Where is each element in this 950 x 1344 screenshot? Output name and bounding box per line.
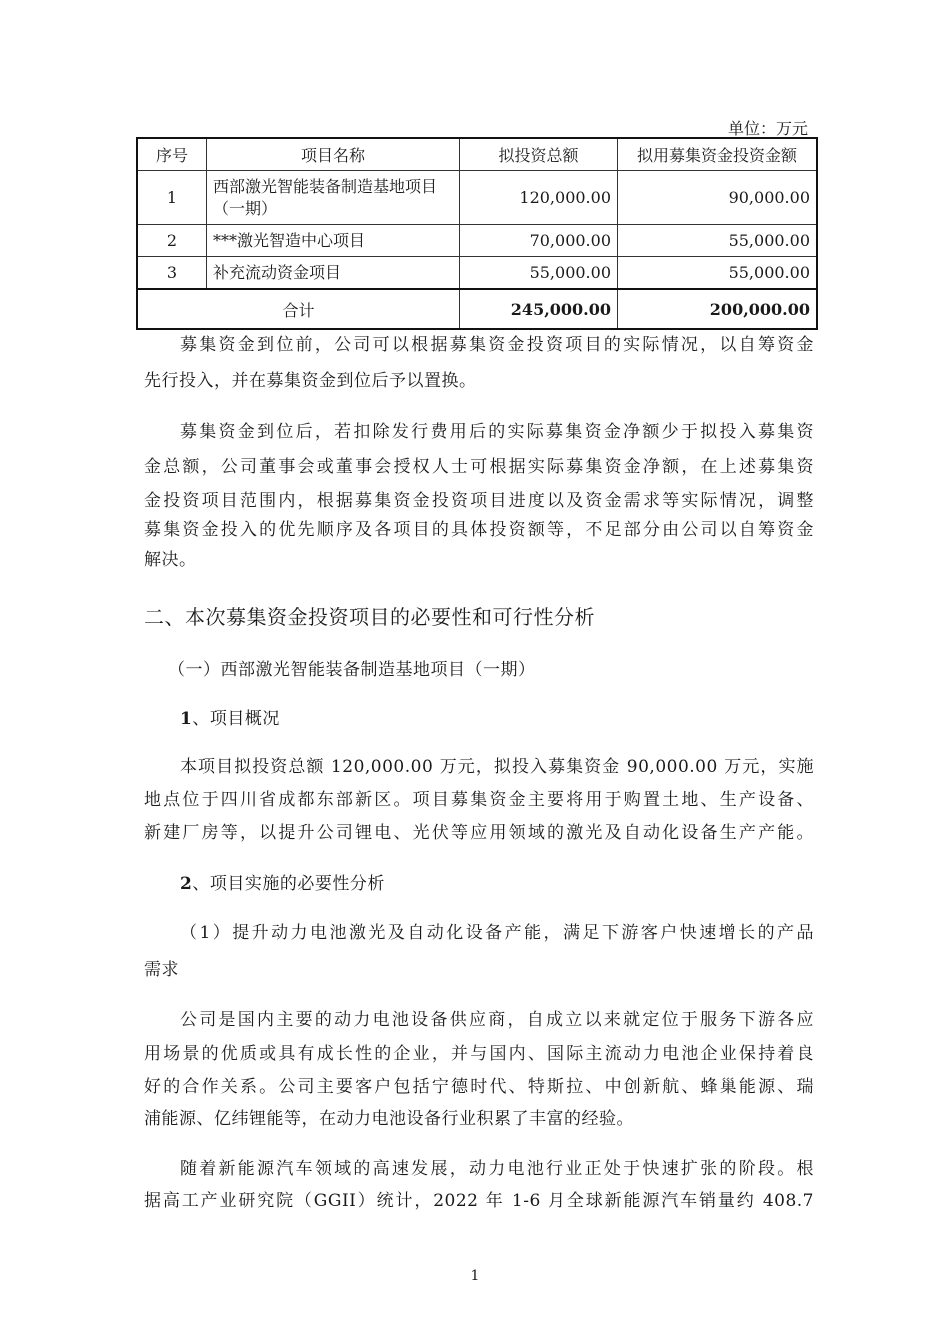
section-heading: 二、本次募集资金投资项目的必要性和可行性分析 (144, 605, 595, 629)
text-line: 先行投入，并在募集资金到位后予以置换。 (144, 371, 477, 391)
header-raised: 拟用募集资金投资金额 (618, 138, 818, 171)
text-line: 募集资金到位前，公司可以根据募集资金投资项目的实际情况，以自筹资金 (180, 335, 814, 355)
text-line: 需求 (144, 960, 179, 980)
investment-table (136, 137, 818, 330)
text-line: 地点位于四川省成都东部新区。项目募集资金主要将用于购置土地、生产设备、 (144, 790, 814, 810)
text-line: 公司是国内主要的动力电池设备供应商，自成立以来就定位于服务下游各应 (180, 1010, 814, 1030)
table-header-row (137, 138, 817, 171)
text-line: 金总额，公司董事会或董事会授权人士可根据实际募集资金净额，在上述募集资 (144, 457, 814, 477)
cell-total: 120,000.00 (460, 171, 618, 225)
text-line: 募集资金到位后，若扣除发行费用后的实际募集资金净额少于拟投入募集资 (180, 422, 814, 442)
cell-name (207, 171, 460, 225)
cell-total: 55,000.00 (460, 257, 618, 290)
item-number: 1 (180, 709, 193, 729)
cell-raised: 55,000.00 (618, 225, 818, 257)
total-label: 合计 (137, 289, 460, 329)
text-line: 本项目拟投资总额 120,000.00 万元，拟投入募集资金 90,000.00 万元，实施 (180, 757, 814, 777)
text-line: 金投资项目范围内，根据募集资金投资项目进度以及资金需求等实际情况，调整 (144, 491, 814, 511)
text-line: 募集资金投入的优先顺序及各项目的具体投资额等，不足部分由公司以自筹资金 (144, 520, 814, 540)
cell-total: 70,000.00 (460, 225, 618, 257)
cell-no: 2 (137, 225, 207, 257)
item-title: 、项目概况 (192, 709, 280, 729)
text-line: 用场景的优质或具有成长性的企业，并与国内、国际主流动力电池企业保持着良 (144, 1044, 814, 1064)
cell-name: ***激光智造中心项目 (207, 225, 460, 257)
text-line: 据高工产业研究院（GGII）统计，2022 年 1-6 月全球新能源汽车销量约 408.7 (144, 1191, 814, 1211)
table-total-row (137, 289, 817, 329)
total-amount: 245,000.00 (460, 289, 618, 329)
cell-name: 补充流动资金项目 (207, 257, 460, 290)
cell-no: 3 (137, 257, 207, 290)
text-line: 随着新能源汽车领域的高速发展，动力电池行业正处于快速扩张的阶段。根 (180, 1159, 814, 1179)
cell-name-line: （一期） (213, 198, 278, 218)
cell-raised: 55,000.00 (618, 257, 818, 290)
cell-no: 1 (137, 171, 207, 225)
header-no: 序号 (137, 138, 207, 171)
cell-raised: 90,000.00 (618, 171, 818, 225)
subsection-heading: （一）西部激光智能装备制造基地项目（一期） (168, 660, 536, 680)
text-line: 好的合作关系。公司主要客户包括宁德时代、特斯拉、中创新航、蜂巢能源、瑞 (144, 1077, 814, 1097)
header-total: 拟投资总额 (460, 138, 618, 171)
page-number: 1 (470, 1268, 480, 1284)
table-row (137, 225, 817, 257)
item-heading-overview (180, 704, 850, 729)
item-title: 、项目实施的必要性分析 (192, 874, 385, 894)
text-line: 解决。 (144, 550, 197, 570)
header-name: 项目名称 (207, 138, 460, 171)
total-raised: 200,000.00 (618, 289, 818, 329)
unit-label: 单位：万元 (727, 119, 808, 138)
item-number: 2 (180, 874, 193, 894)
item-heading-necessity (180, 869, 850, 894)
cell-name-line: 西部激光智能装备制造基地项目 (213, 176, 438, 196)
table-row (137, 171, 817, 225)
table-row (137, 257, 817, 290)
text-line: （1）提升动力电池激光及自动化设备产能，满足下游客户快速增长的产品 (180, 923, 814, 943)
text-line: 浦能源、亿纬锂能等，在动力电池设备行业积累了丰富的经验。 (144, 1109, 634, 1129)
text-line: 新建厂房等，以提升公司锂电、光伏等应用领域的激光及自动化设备生产产能。 (144, 823, 814, 843)
